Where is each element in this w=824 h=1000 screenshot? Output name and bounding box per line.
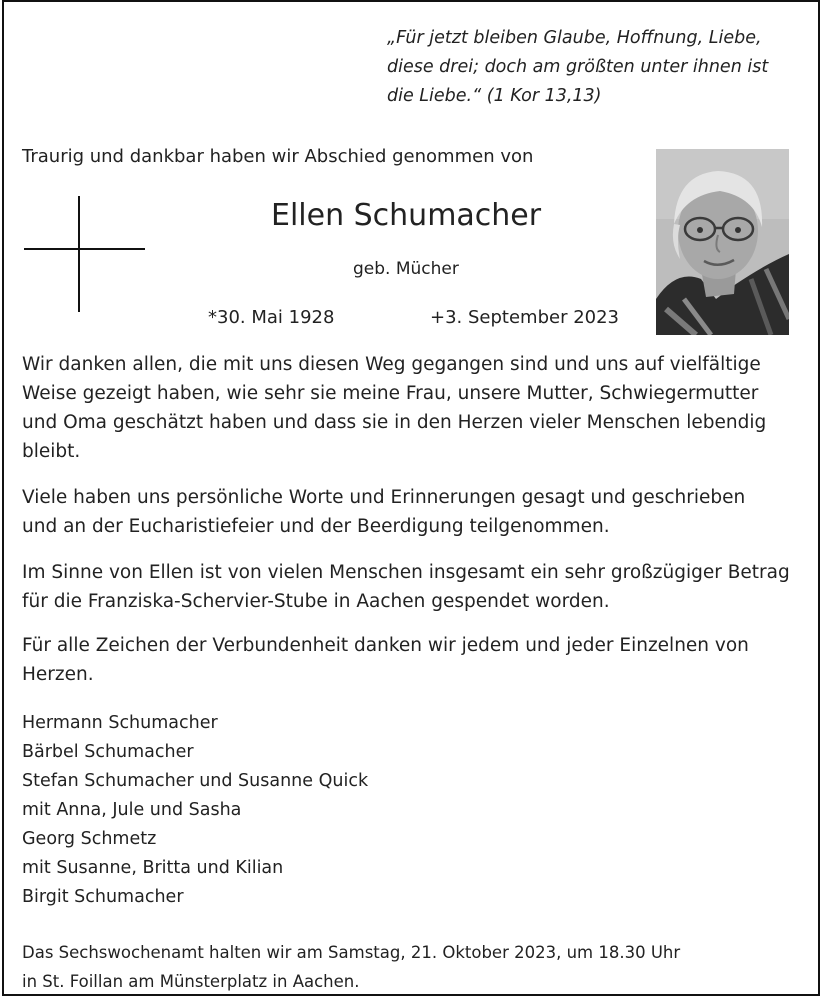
paragraph-line: bleibt.: [22, 441, 81, 462]
notice-frame: [2, 0, 820, 996]
family-member: Bärbel Schumacher: [22, 742, 194, 762]
paragraph-line: Wir danken allen, die mit uns diesen Weg gegangen sind und uns auf vielfältige: [22, 354, 761, 375]
family-member: Birgit Schumacher: [22, 887, 184, 907]
paragraph-line: Für alle Zeichen der Verbundenheit danken wir jedem und jeder Einzelnen von: [22, 635, 749, 656]
quote-line: diese drei; doch am größten unter ihnen ist: [387, 57, 769, 77]
service-announcement: [22, 938, 680, 996]
maiden-name: geb. Mücher: [353, 259, 459, 279]
quote-line: „Für jetzt bleiben Glaube, Hoffnung, Liebe,: [387, 28, 762, 48]
family-member: mit Anna, Jule und Sasha: [22, 800, 242, 820]
family-member: Stefan Schumacher und Susanne Quick: [22, 771, 369, 791]
donation-paragraph: [22, 558, 812, 616]
birth-date: *30. Mai 1928: [208, 307, 335, 328]
condolences-paragraph: [22, 483, 812, 541]
paragraph-line: Viele haben uns persönliche Worte und Erinnerungen gesagt und geschrieben: [22, 487, 746, 508]
family-list: [22, 709, 368, 912]
deceased-name: Ellen Schumacher: [271, 198, 542, 233]
bible-quote: [387, 24, 807, 111]
thanks-paragraph: [22, 350, 812, 466]
cross-icon: [24, 196, 145, 312]
closing-line: in St. Foillan am Münsterplatz in Aachen.: [22, 972, 360, 991]
paragraph-line: und Oma geschätzt haben und dass sie in den Herzen vieler Menschen lebendig: [22, 412, 767, 433]
paragraph-line: und an der Eucharistiefeier und der Beerdigung teilgenommen.: [22, 516, 610, 537]
death-date: +3. September 2023: [430, 307, 619, 328]
gratitude-paragraph: [22, 631, 812, 689]
paragraph-line: Herzen.: [22, 664, 94, 685]
family-member: mit Susanne, Britta und Kilian: [22, 858, 284, 878]
family-member: Hermann Schumacher: [22, 713, 218, 733]
paragraph-line: Weise gezeigt haben, wie sehr sie meine Frau, unsere Mutter, Schwiegermutter: [22, 383, 759, 404]
family-member: Georg Schmetz: [22, 829, 157, 849]
paragraph-line: Im Sinne von Ellen ist von vielen Menschen insgesamt ein sehr großzügiger Betrag: [22, 562, 790, 583]
intro-text: Traurig und dankbar haben wir Abschied genommen von: [22, 146, 534, 167]
portrait-photo: [656, 149, 789, 335]
quote-line: die Liebe.“ (1 Kor 13,13): [387, 86, 602, 106]
paragraph-line: für die Franziska-Schervier-Stube in Aachen gespendet worden.: [22, 591, 610, 612]
closing-line: Das Sechswochenamt halten wir am Samstag, 21. Oktober 2023, um 18.30 Uhr: [22, 943, 681, 962]
